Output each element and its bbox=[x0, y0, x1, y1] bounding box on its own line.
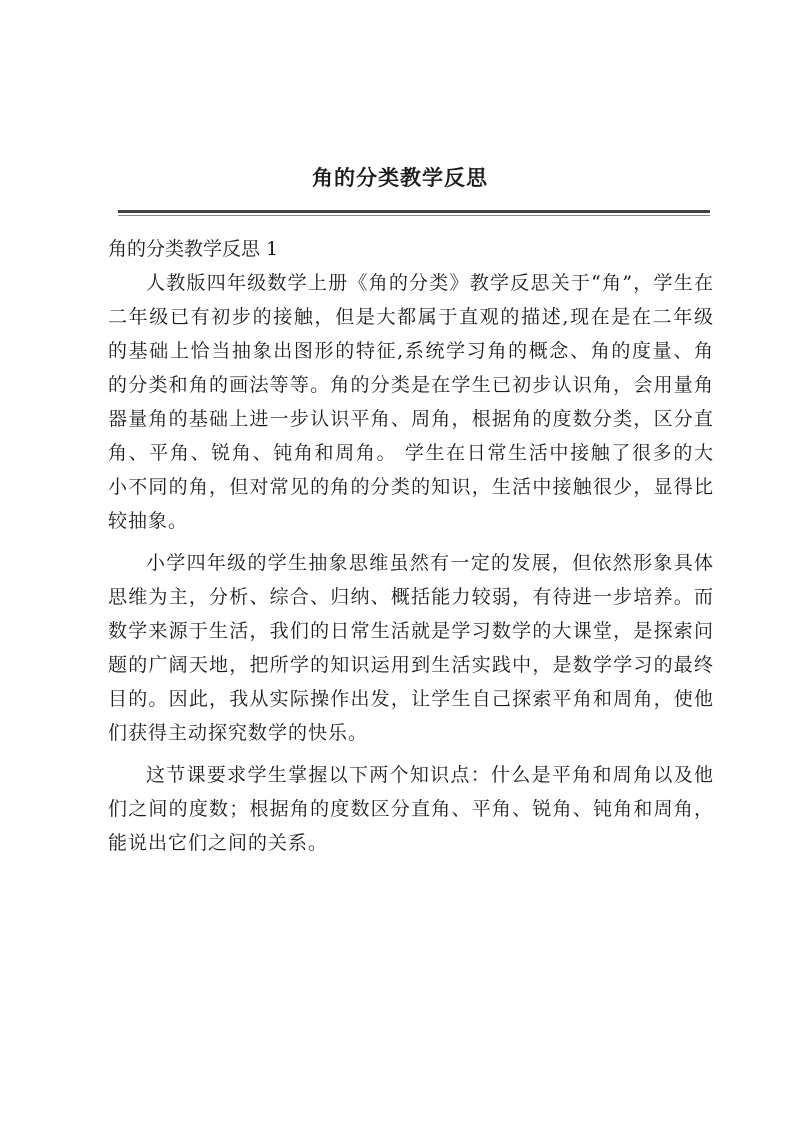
paragraph-2: 小学四年级的学生抽象思维虽然有一定的发展，但依然形象具体思维为主，分析、综合、归纳、概括能力较弱，有待进一步培养。而数学来源于生活，我们的日常生活就是学习数学的大课堂，是探索问题的广阔天地，把所学的知识运用到生活实践中，是数学学习的最终目的。因此，我从实际操作出发，让学生自己探索平角和周角，使他们获得主动探究数学的快乐。 bbox=[108, 552, 714, 744]
title-divider-thin bbox=[118, 215, 710, 216]
section-heading: 角的分类教学反思 1 bbox=[108, 238, 279, 260]
title-divider bbox=[118, 210, 710, 213]
paragraph-1: 人教版四年级数学上册《角的分类》教学反思关于“角”，学生在二年级已有初步的接触，但是大都属于直观的描述,现在是在二年级的基础上恰当抽象出图形的特征,系统学习角的概念、角的度量、角的分类和角的画法等等。角的分类是在学生已初步认识角，会用量角器量角的基础上进一步认识平角、周角，根据角的度数分类，区分直角、平角、锐角、钝角和周角。 学生在日常生活中接触了很多的大小不同的角，但对常见的角的分类的知识，生活中接触很少，显得比较抽象。 bbox=[108, 272, 714, 532]
document-title: 角的分类教学反思 bbox=[312, 165, 488, 190]
paragraph-3: 这节课要求学生掌握以下两个知识点：什么是平角和周角以及他们之间的度数；根据角的度数区分直角、平角、锐角、钝角和周角，能说出它们之间的关系。 bbox=[108, 764, 714, 854]
document-body bbox=[108, 232, 714, 868]
